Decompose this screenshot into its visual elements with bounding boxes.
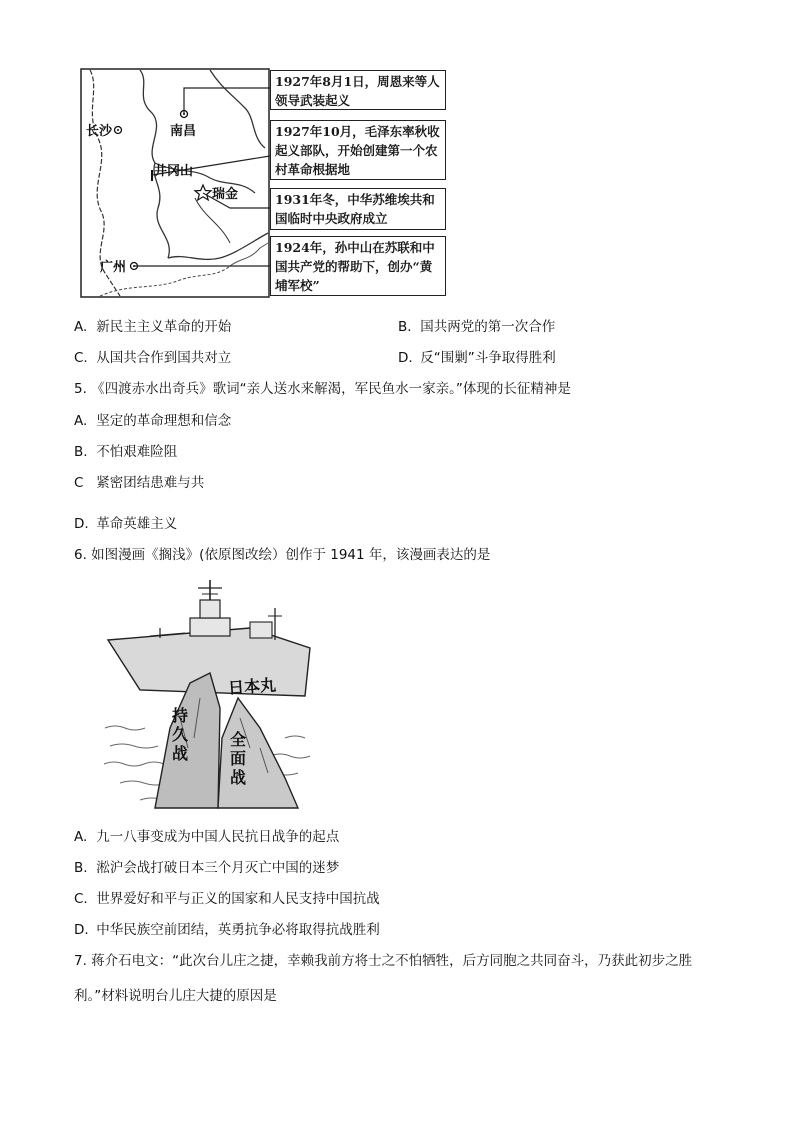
q6-option-b[interactable]: B. 淞沪会战打破日本三个月灭亡中国的迷梦 <box>74 860 340 876</box>
place-label-jinggangshan: 井冈山 <box>154 164 194 179</box>
place-label-changsha: 长沙 <box>86 124 113 139</box>
q6-option-d[interactable]: D. 中华民族空前团结，英勇抗争必将取得抗战胜利 <box>74 922 380 938</box>
q4-option-a[interactable]: A. 新民主主义革命的开始 <box>74 319 232 335</box>
q5-option-b[interactable]: B. 不怕艰难险阻 <box>74 444 178 460</box>
q4-option-d[interactable]: D. 反“围剿”斗争取得胜利 <box>398 350 556 366</box>
q6-stem: 6. 如图漫画《搁浅》(依原图改绘）创作于 1941 年，该漫画表达的是 <box>74 547 491 563</box>
left-rock-label: 持久战 <box>172 706 189 763</box>
stranded-ship-cartoon <box>100 578 330 814</box>
q6-option-a[interactable]: A. 九一八事变成为中国人民抗日战争的起点 <box>74 829 340 845</box>
right-rock-label: 全面战 <box>230 730 247 787</box>
cartoon-drawing <box>100 578 330 814</box>
place-label-nanchang: 南昌 <box>170 124 197 139</box>
q5-option-c[interactable]: C 紧密团结患难与共 <box>74 475 205 491</box>
q5-option-d[interactable]: D. 革命英雄主义 <box>74 516 178 532</box>
q7-stem-line1: 7. 蒋介石电文：“此次台儿庄之捷，幸赖我前方将士之不怕牺牲，后方同胞之共同奋斗，乃获此初步之胜 <box>74 953 693 969</box>
q6-option-c[interactable]: C. 世界爱好和平与正义的国家和人民支持中国抗战 <box>74 891 380 907</box>
q7-stem-line2: 利。”材料说明台儿庄大捷的原因是 <box>74 988 277 1004</box>
place-label-ruijin: 瑞金 <box>212 187 239 202</box>
caption-nanchang-uprising: 1927年8月1日，周恩来等人领导武装起义 <box>270 70 446 110</box>
caption-whampoa-academy: 1924年，孙中山在苏联和中国共产党的帮助下，创办“黄埔军校” <box>270 236 446 296</box>
q5-stem: 5. 《四渡赤水出奇兵》歌词“亲人送水来解渴，军民鱼水一家亲。”体现的长征精神是 <box>74 381 571 397</box>
place-label-guangzhou: 广州 <box>100 260 127 275</box>
caption-jinggangshan-base: 1927年10月，毛泽东率秋收起义部队，开始创建第一个农村革命根据地 <box>270 120 446 180</box>
q5-option-a[interactable]: A. 坚定的革命理想和信念 <box>74 413 232 429</box>
caption-soviet-government: 1931年冬，中华苏维埃共和国临时中央政府成立 <box>270 188 446 230</box>
q4-option-c[interactable]: C. 从国共合作到国共对立 <box>74 350 232 366</box>
revolution-map-figure <box>80 68 448 298</box>
q4-option-b[interactable]: B. 国共两党的第一次合作 <box>398 319 556 335</box>
ship-label: 日本丸 <box>227 675 277 698</box>
